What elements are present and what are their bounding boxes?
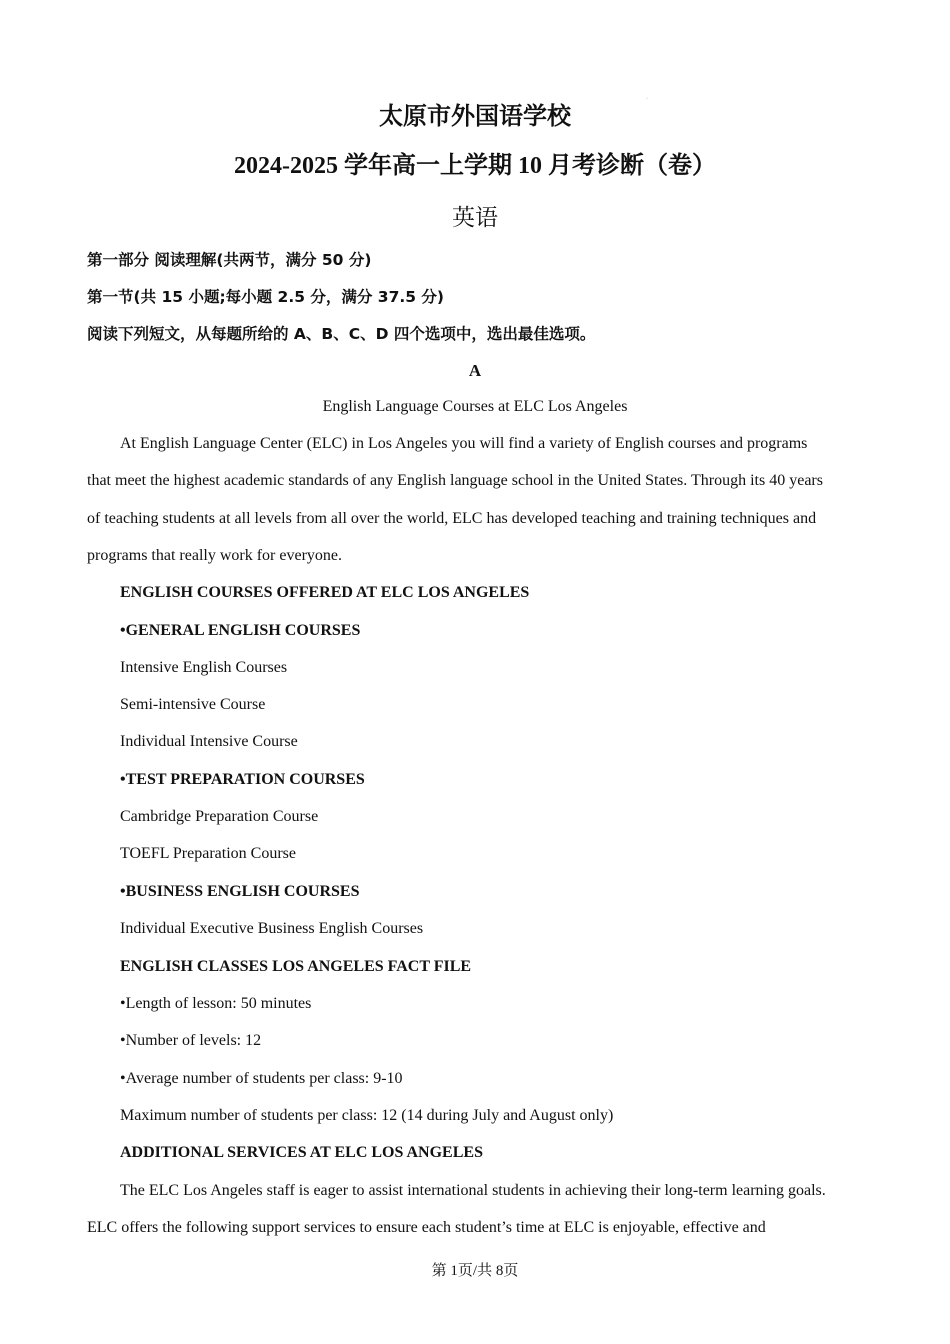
courses-heading: ENGLISH COURSES OFFERED AT ELC LOS ANGELES [120, 584, 530, 601]
business-heading: •BUSINESS ENGLISH COURSES [120, 883, 360, 900]
course-item: Individual Intensive Course [120, 733, 298, 750]
school-title: 太原市外国语学校 [379, 104, 571, 130]
passage-letter: A [468, 361, 482, 380]
course-item: Individual Executive Business English Courses [120, 920, 424, 937]
services-line: ELC offers the following support services to ensure each student’s time at ELC is enjoyable, effective and [87, 1219, 766, 1236]
section-instruction: 第一节(共 15 小题;每小题 2.5 分，满分 37.5 分) [87, 288, 445, 306]
intro-line: At English Language Center (ELC) in Los Angeles you will find a variety of English courses and programs [120, 435, 808, 452]
course-item: Semi-intensive Course [120, 696, 266, 713]
course-item: TOEFL Preparation Course [120, 845, 296, 862]
test-heading: •TEST PREPARATION COURSES [120, 771, 365, 788]
fact-item: •Length of lesson: 50 minutes [120, 995, 312, 1012]
fact-item: •Average number of students per class: 9-10 [120, 1070, 403, 1087]
course-item: Cambridge Preparation Course [120, 808, 319, 825]
exam-title: 2024-2025 学年高一上学期 10 月考诊断（卷） [234, 153, 716, 179]
passage-title: English Language Courses at ELC Los Angeles [322, 398, 628, 415]
intro-line: that meet the highest academic standards of any English language school in the United States. Through its 40 years [87, 472, 823, 489]
fact-heading: ENGLISH CLASSES LOS ANGELES FACT FILE [120, 958, 472, 975]
course-item: Intensive English Courses [120, 659, 288, 676]
page-number: 第 1页/共 8页 [431, 1263, 519, 1279]
part-instruction: 第一部分 阅读理解(共两节，满分 50 分) [87, 251, 372, 269]
intro-line: programs that really work for everyone. [87, 547, 343, 564]
subject-title: 英语 [452, 205, 498, 231]
fact-item: Maximum number of students per class: 12 (14 during July and August only) [120, 1107, 614, 1124]
scan-dot: · [646, 96, 648, 102]
fact-item: •Number of levels: 12 [120, 1032, 262, 1049]
direction-instruction: 阅读下列短文，从每题所给的 A、B、C、D 四个选项中，选出最佳选项。 [87, 325, 596, 343]
general-heading: •GENERAL ENGLISH COURSES [120, 622, 361, 639]
services-heading: ADDITIONAL SERVICES AT ELC LOS ANGELES [120, 1144, 483, 1161]
services-line: The ELC Los Angeles staff is eager to assist international students in achieving their long-term learning goals. [120, 1182, 826, 1199]
intro-line: of teaching students at all levels from all over the world, ELC has developed teaching and training techniques and [87, 510, 817, 527]
